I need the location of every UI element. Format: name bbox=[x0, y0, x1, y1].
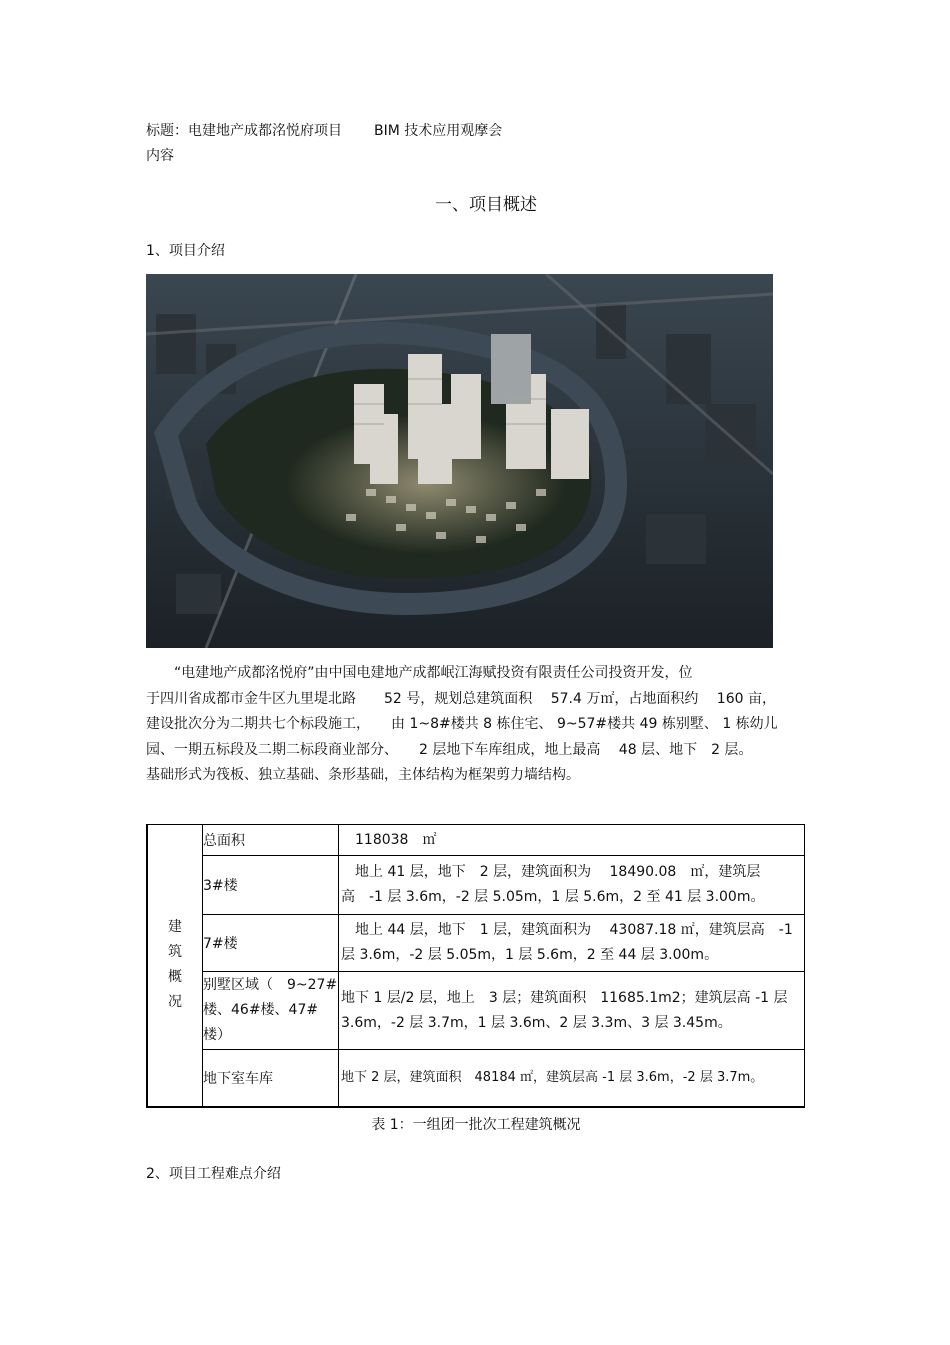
table-caption: 表 1：一组团一批次工程建筑概况 bbox=[371, 1117, 581, 1133]
project-intro-paragraph bbox=[146, 661, 810, 789]
row-value: 地下 1 层/2 层，地上 3 层；建筑面积 11685.1m2；建筑层高 -1 层 3.6m，-2 层 3.7m，1 层 3.6m、2 层 3.3m、3 层 3.45m。 bbox=[339, 972, 805, 1050]
intro-line: 于四川省成都市金牛区九里堤北路 52 号，规划总建筑面积 57.4 万㎡，占地面积约 160 亩， bbox=[146, 690, 776, 707]
table-row bbox=[147, 825, 805, 856]
title-part-2: BIM 技术应用观摩会 bbox=[374, 123, 503, 139]
building-overview-table bbox=[146, 824, 805, 1108]
row-label: 别墅区域（ 9~27#楼、46#楼、47#楼） bbox=[203, 972, 339, 1050]
title-part-1: 标题：电建地产成都洺悦府项目 bbox=[146, 123, 342, 139]
row-value: 118038 ㎡ bbox=[339, 825, 805, 856]
content-label: 内容 bbox=[146, 148, 174, 164]
intro-line: 基础形式为筏板、独立基础、条形基础，主体结构为框架剪力墙结构。 bbox=[146, 767, 580, 783]
table-side-label: 建筑概况 bbox=[147, 825, 203, 1107]
subheading-project-intro: 1、项目介绍 bbox=[146, 243, 225, 259]
row-value: 地上 44 层，地下 1 层，建筑面积为 43087.18 ㎡，建筑层高 -1 层 3.6m，-2 层 5.05m，1 层 5.6m，2 至 44 层 3.00m。 bbox=[339, 915, 805, 972]
row-label: 总面积 bbox=[203, 825, 339, 856]
table-row bbox=[147, 972, 805, 1050]
table-row bbox=[147, 856, 805, 915]
document-title bbox=[146, 120, 502, 140]
subheading-difficulties: 2、项目工程难点介绍 bbox=[146, 1166, 281, 1182]
row-label: 7#楼 bbox=[203, 915, 339, 972]
row-value: 地上 41 层，地下 2 层，建筑面积为 18490.08 ㎡，建筑层高 -1 层 3.6m，-2 层 5.05m，1 层 5.6m，2 至 41 层 3.00m。 bbox=[339, 856, 805, 915]
intro-line: “电建地产成都洺悦府”由中国电建地产成都岷江海赋投资有限责任公司投资开发，位 bbox=[174, 665, 693, 681]
table-row bbox=[147, 1050, 805, 1107]
row-label: 3#楼 bbox=[203, 856, 339, 915]
table-row bbox=[147, 915, 805, 972]
row-value: 地下 2 层，建筑面积 48184 ㎡，建筑层高 -1 层 3.6m，-2 层 3.7m。 bbox=[339, 1050, 805, 1107]
intro-line: 园、一期五标段及二期二标段商业部分、 2 层地下车库组成，地上最高 48 层、地下 2 层。 bbox=[146, 741, 753, 758]
row-label: 地下室车库 bbox=[203, 1050, 339, 1107]
project-aerial-rendering bbox=[146, 274, 773, 648]
intro-line: 建设批次分为二期共七个标段施工， 由 1~8#楼共 8 栋住宅、 9~57#楼共 49 栋别墅、 1 栋幼儿 bbox=[146, 716, 778, 732]
section-heading: 一、项目概述 bbox=[435, 195, 537, 215]
